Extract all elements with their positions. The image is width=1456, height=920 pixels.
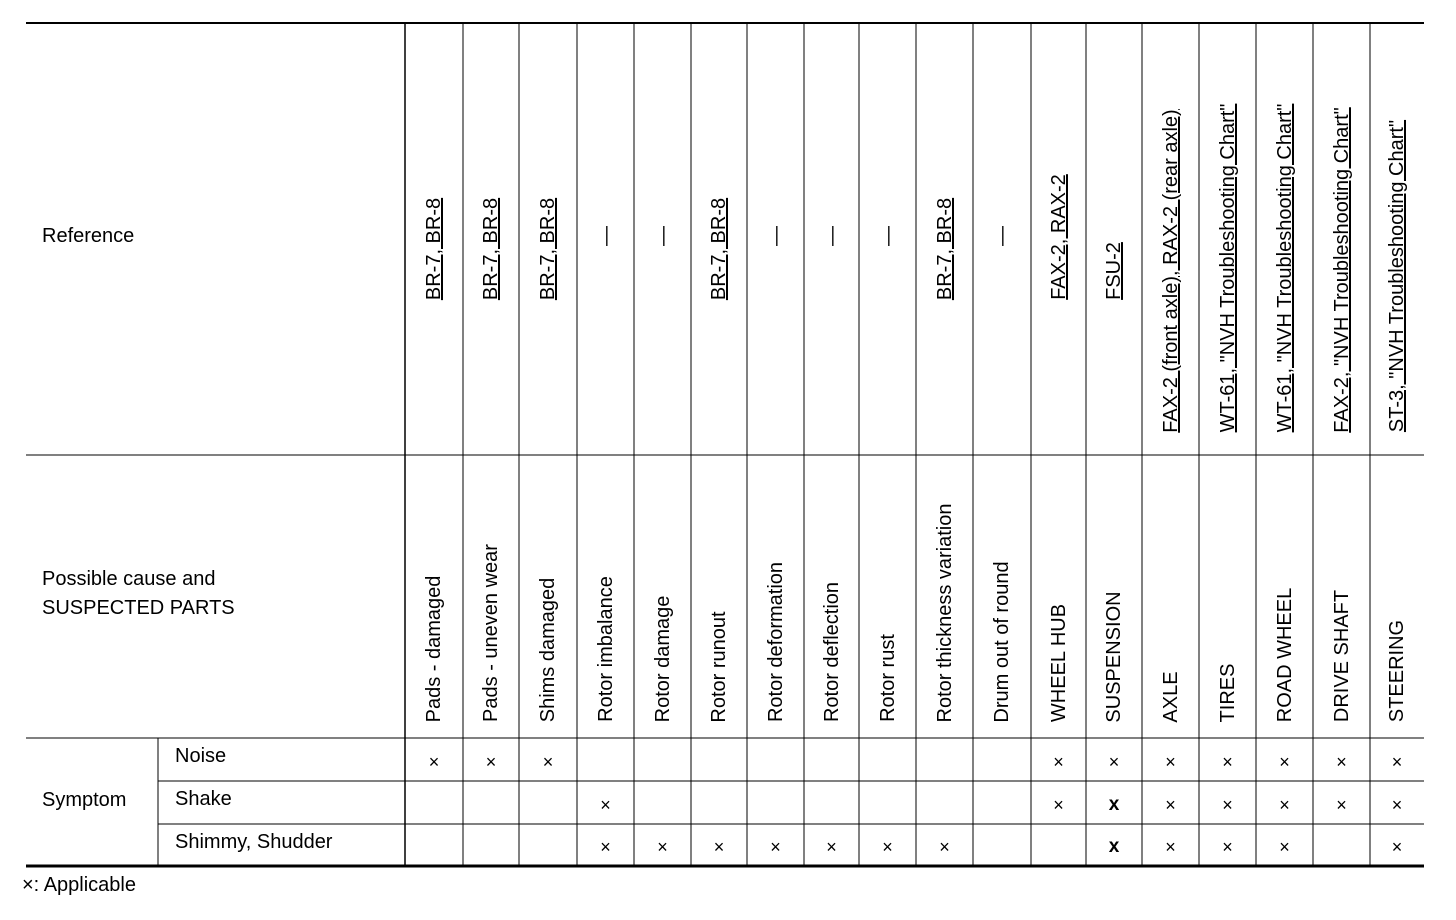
mark-1-16: × [1336,794,1347,815]
part-name-0: Pads - damaged [423,575,445,722]
mark-1-15: × [1279,794,1290,815]
mark-0-15: × [1279,751,1290,772]
mark-2-7: × [826,837,837,857]
mark-0-12: × [1108,751,1120,772]
part-name-17: STEERING [1386,619,1408,723]
part-name-12: SUSPENSION [1103,590,1125,723]
mark-0-0: × [428,751,440,772]
symptom-label-2: Shimmy, Shudder [175,831,333,853]
part-name-5: Rotor runout [708,610,730,723]
mark-2-5: × [713,837,725,857]
mark-1-11: × [1053,794,1064,815]
mark-0-11: × [1053,751,1064,772]
mark-0-17: × [1391,751,1403,772]
reference-9[interactable]: BR-7, BR-8 [933,197,956,301]
reference-1[interactable]: BR-7, BR-8 [480,197,502,301]
mark-1-3: × [600,794,611,815]
reference-header: Reference [42,225,135,247]
part-name-8: Rotor rust [876,634,899,722]
mark-0-2: × [542,751,554,772]
mark-1-14: × [1222,794,1233,815]
mark-0-1: × [485,751,497,772]
reference-8: — [876,226,899,246]
reference-7: — [820,226,843,246]
reference-4: — [651,226,674,246]
cause-header-line2: SUSPECTED PARTS [42,597,235,619]
part-name-15: ROAD WHEEL [1273,587,1296,723]
part-name-2: Shims damaged [537,577,559,722]
part-name-3: Rotor imbalance [594,576,617,722]
symptom-header: Symptom [42,789,127,811]
cause-header [42,567,235,620]
part-name-13: AXLE [1159,670,1182,723]
reference-10: — [991,226,1013,246]
symptom-label-0: Noise [175,745,227,767]
mark-2-8: × [882,837,893,857]
part-name-14: TIRES [1216,663,1239,722]
reference-2[interactable]: BR-7, BR-8 [537,197,559,301]
mark-2-12: x [1108,836,1120,857]
reference-16[interactable]: FAX-2, "NVH Troubleshooting Chart" [1330,106,1353,433]
part-name-9: Rotor thickness variation [933,503,956,722]
mark-0-13: × [1165,751,1176,772]
part-name-6: Rotor deformation [764,561,787,723]
mark-0-14: × [1222,751,1233,772]
mark-1-13: × [1165,794,1176,815]
part-name-1: Pads - uneven wear [480,544,502,722]
part-name-10: Drum out of round [991,560,1013,723]
reference-5[interactable]: BR-7, BR-8 [708,197,730,301]
mark-2-13: × [1165,837,1176,857]
part-name-7: Rotor deflection [820,581,843,723]
symptom-label-1: Shake [175,788,232,810]
reference-6: — [764,226,787,246]
reference-0[interactable]: BR-7, BR-8 [423,197,445,301]
mark-0-16: × [1336,751,1347,772]
reference-12[interactable]: FSU-2 [1103,242,1125,300]
mark-2-9: × [939,837,950,857]
mark-2-3: × [600,837,611,857]
mark-2-14: × [1222,837,1233,857]
mark-2-17: × [1391,837,1403,857]
reference-11[interactable]: FAX-2, RAX-2 [1047,174,1070,300]
part-name-4: Rotor damage [651,595,674,722]
part-name-11: WHEEL HUB [1047,603,1070,723]
mark-1-12: x [1108,793,1120,815]
mark-1-17: × [1391,794,1403,815]
reference-3: — [594,226,617,246]
footnote-applicable: ×: Applicable [22,874,136,896]
reference-13[interactable]: FAX-2 (front axle), RAX-2 (rear axle) [1159,108,1182,433]
part-name-16: DRIVE SHAFT [1330,589,1353,723]
reference-15[interactable]: WT-61, "NVH Troubleshooting Chart" [1273,103,1296,432]
reference-17[interactable]: ST-3, "NVH Troubleshooting Chart" [1386,119,1408,433]
cause-header-line1: Possible cause and [42,568,216,590]
reference-14[interactable]: WT-61, "NVH Troubleshooting Chart" [1216,103,1239,432]
mark-2-6: × [770,837,781,857]
mark-2-15: × [1279,837,1290,857]
mark-2-4: × [657,837,668,857]
